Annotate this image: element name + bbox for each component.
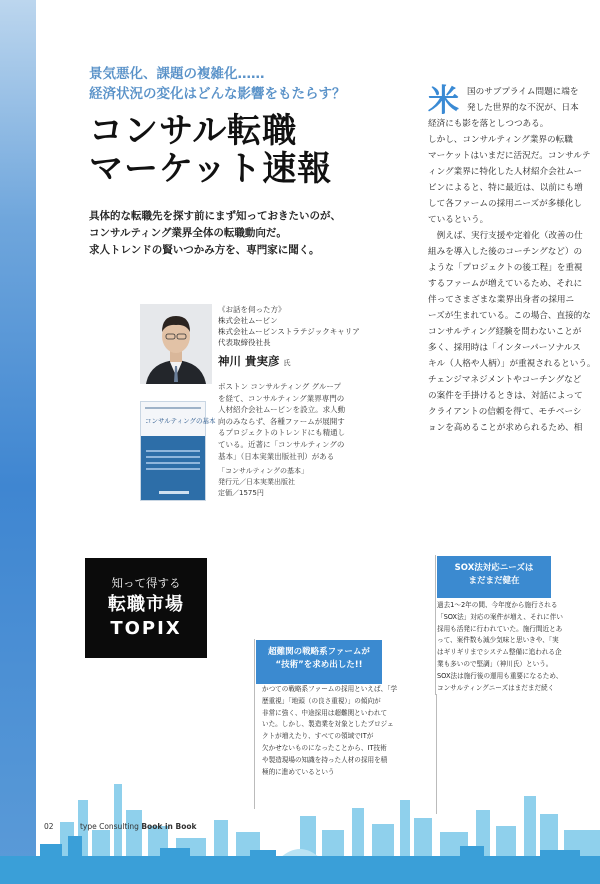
title-line: コンサル転職 [89, 111, 298, 151]
page-number: 02 [44, 822, 54, 831]
bio-line: 向のみならず、各種ファームが展開す [218, 416, 345, 426]
kicker-line: 経済状況の変化はどんな影響をもたらす？ [89, 86, 346, 102]
article-line: ョンを高めることが求められるため、相 [428, 423, 583, 433]
article-line: しかし、コンサルティング業界の転職 [428, 135, 573, 145]
topic-text-line: 歴重視」「地頭（の良さ重視）」の傾向が [262, 696, 381, 705]
topic-heading-line: 超難関の戦略系ファームが [268, 647, 370, 657]
article-line: するファームが増えているため、それに [428, 279, 583, 289]
article-line: チェンジマネジメントやコーチングなど [428, 375, 582, 385]
article-line: ているという。 [428, 215, 489, 225]
topix-line-3: TOPIX [110, 618, 182, 639]
topic-heading-line: まだまだ健在 [468, 576, 520, 586]
lead-paragraph [89, 208, 409, 259]
article-line: 経済にも影を落としつつある。 [428, 119, 549, 129]
book-cover-text [146, 450, 200, 474]
interviewee-photo [140, 304, 212, 384]
footer-series: type Consulting [79, 822, 139, 831]
lead-line: 具体的な転職先を探す前にまず知っておきたいのが、 [89, 210, 341, 222]
left-decorative-bar [0, 0, 36, 884]
drop-cap: 米 [428, 83, 459, 119]
book-cover-title: コンサルティングの基本 [145, 417, 216, 425]
article-body [428, 83, 596, 436]
article-line: キル（人格や人柄）」が重視されるという。 [428, 359, 596, 369]
topic-text-line: 過去1～2年の間、今年度から施行される [437, 601, 558, 609]
lead-line: コンサルティング業界全体の転職動向だ。 [89, 227, 287, 239]
page-footer [44, 821, 344, 833]
profile-company-2: 株式会社ムービンストラテジックキャリア [218, 327, 360, 336]
topic-text-line: はギリギリまでシステム整備に追われる企 [437, 648, 562, 657]
topic-text-line: 欠かせないものになったことから、IT技術 [262, 743, 387, 752]
book-cover-publisher [159, 491, 189, 494]
profile-honorific: 氏 [283, 359, 291, 367]
topic-text-line: いた。しかし、製造業を対象としたプロジェ [262, 720, 394, 729]
topic-heading-line: “技術”を求め出した!! [275, 660, 363, 670]
interviewee-profile [218, 304, 398, 371]
topic-text-line: 「SOX法」対応の案件が増え、それに伴い [437, 612, 563, 621]
column-divider [435, 555, 436, 695]
article-line: マーケットはいまだに活況だ。コンサルテ [428, 151, 591, 161]
book-info-publisher: 発行元／日本実業出版社 [218, 478, 295, 486]
topic-left-heading [256, 640, 382, 684]
bio-line: 人材紹介会社ムービンを設立。求人動 [218, 405, 346, 415]
article-line: ィング業界に特化した人材紹介会社ムー [428, 167, 583, 177]
bio-line: ボストン コンサルティング グループ [218, 382, 342, 391]
topic-text-line: 極的に進めているという [262, 767, 335, 776]
page-title [89, 112, 409, 188]
topic-text-line: 業も多いので堅調」（神川氏）という。 [437, 659, 553, 668]
article-line: して各ファームの採用ニーズが多様化し [428, 199, 583, 209]
article-line: ビンによると、特に最近は、以前にも増 [428, 183, 583, 193]
kicker [89, 64, 389, 104]
topic-text-line: って、案件数も減少気味と思いきや、「実 [437, 636, 559, 645]
bio-line: るプロジェクトのトレンドにも精通し [218, 428, 346, 438]
topic-text-line: クトが増えたり、すべての領域でITが [262, 732, 374, 741]
topic-text-line: や製造現場の知識を持った人材の採用を積 [262, 755, 388, 764]
topic-right-text [437, 600, 587, 694]
topix-line-1: 知って得する [111, 576, 181, 590]
bio-line: を経て、コンサルティング業界専門の [218, 393, 345, 403]
interviewee-bio [218, 381, 393, 462]
bio-line: 基本」（日本実業出版社刊）がある [218, 451, 335, 461]
book-info [218, 466, 338, 499]
book-info-price: 定価／1575円 [218, 489, 264, 497]
book-cover-rule [145, 407, 201, 409]
topix-line-2: 転職市場 [108, 594, 184, 615]
article-line: クライアントの信頼を得て、モチベーシ [428, 407, 582, 417]
topic-text-line: SOX法は施行後の運用も重要になるため、 [437, 671, 563, 680]
profile-name-row [218, 353, 398, 371]
profile-label: 《お話を伺った方》 [218, 305, 286, 314]
profile-position: 代表取締役社長 [218, 338, 271, 347]
article-line: ーズが生まれている。この場合、直接的な [428, 311, 591, 321]
topic-text-line: 非常に強く、中途採用は超難関といわれて [262, 708, 388, 717]
article-line: コンサルティング経験を問わないことが [428, 327, 582, 337]
title-line: マーケット速報 [89, 149, 333, 189]
profile-company: 株式会社ムービン [218, 316, 278, 325]
topic-right-heading [437, 556, 551, 598]
article-line: 発した世界的な不況が、日本 [467, 103, 579, 113]
article-line: 例えば、実行支援や定着化（改善の仕 [428, 231, 583, 241]
book-info-title: 「コンサルティングの基本」 [218, 467, 308, 475]
topic-text-line: かつての戦略系ファームの採用といえば、「学 [262, 685, 398, 693]
topix-badge [85, 558, 207, 658]
article-line: の案件を手掛けるときは、対話によって [428, 391, 583, 401]
article-line: ような「プロジェクトの後工程」を重視 [428, 263, 583, 273]
book-cover [140, 401, 216, 501]
article-line: 組みを導入した後のコーチングなど）の [428, 247, 583, 257]
footer-book: Book in Book [141, 822, 197, 831]
bio-line: ている。近著に「コンサルティングの [218, 439, 345, 449]
article-line: 多く、採用時は「インターパーソナルス [428, 343, 581, 353]
kicker-line: 景気悪化、課題の複雑化…… [89, 66, 265, 82]
topic-heading-line: SOX法対応ニーズは [454, 563, 534, 573]
topic-text-line: 採用も活発に行われていた。施行間近とあ [437, 624, 563, 633]
article-line: 伴ってさまざまな業界出身者の採用ニ [428, 295, 575, 305]
profile-name: 神川 貴実彦 [218, 354, 280, 368]
lead-line: 求人トレンドの賢いつかみ方を、専門家に聞く。 [89, 244, 320, 256]
topic-text-line: コンサルティングニーズはまだまだ続く [437, 683, 555, 692]
article-line: 国のサブプライム問題に端を [467, 87, 579, 97]
